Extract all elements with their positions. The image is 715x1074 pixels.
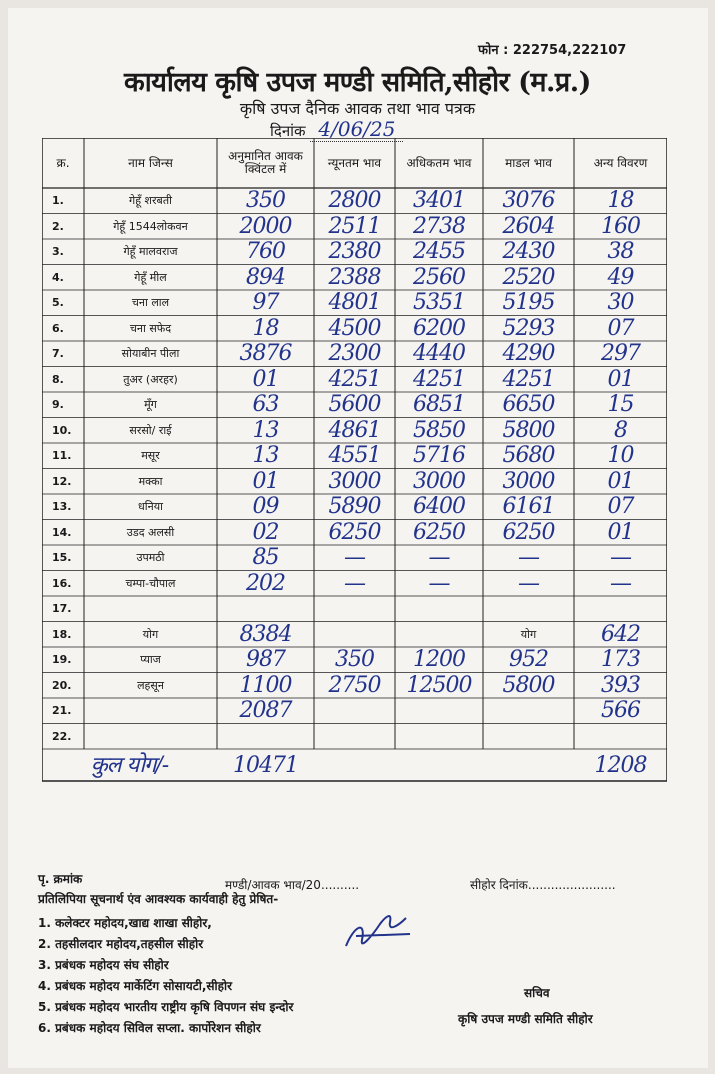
table-cell-model: 5800 xyxy=(502,672,555,698)
table-cell-other: 38 xyxy=(607,239,634,265)
table-cell-min: — xyxy=(344,545,365,571)
report-subtitle: कृषि उपज दैनिक आवक तथा भाव पत्रक xyxy=(239,99,476,118)
table-cell-name: उडद अलसी xyxy=(126,525,175,539)
table-cell-model: योग xyxy=(520,627,537,641)
table-cell-min: 6250 xyxy=(328,519,381,545)
table-cell-min: 350 xyxy=(335,647,374,673)
table-cell-sn: 15. xyxy=(52,551,72,565)
table-cell-qty: 13 xyxy=(252,443,279,469)
table-cell-model xyxy=(483,724,574,750)
table-cell-name: मक्का xyxy=(138,474,163,488)
table-cell-qty: 350 xyxy=(246,188,285,214)
committee-name: कृषि उपज मण्डी समिति सीहोर xyxy=(458,1012,593,1026)
table-cell-qty: 63 xyxy=(252,392,279,418)
table-cell-min: 2300 xyxy=(328,341,381,367)
table-cell-model: 3076 xyxy=(502,188,555,214)
table-cell-other: 173 xyxy=(601,647,640,673)
recipient-item: 5. प्रबंधक महोदय भारतीय राष्ट्रीय कृषि विपणन संघ इन्दोर xyxy=(38,1000,294,1014)
table-cell-min: 2750 xyxy=(328,672,381,698)
table-cell-max: 6851 xyxy=(413,392,465,418)
table-cell-max: 5351 xyxy=(413,290,465,316)
column-header: माडल भाव xyxy=(505,155,552,170)
table-cell-sn: 13. xyxy=(52,500,72,514)
table-cell-sn: 20. xyxy=(52,678,72,692)
table-cell-other: 15 xyxy=(607,392,634,418)
rates-table xyxy=(42,138,667,868)
table-cell-min xyxy=(314,622,395,648)
table-cell-sn: 1. xyxy=(52,194,64,208)
table-cell-model: 4290 xyxy=(502,341,555,367)
recipient-item: 3. प्रबंधक महोदय संघ सीहोर xyxy=(38,958,169,972)
table-cell-min: 2388 xyxy=(328,264,381,290)
table-cell-name xyxy=(84,698,217,724)
table-cell-sn: 21. xyxy=(52,704,72,718)
table-cell-max: 6250 xyxy=(413,519,465,545)
table-cell-max xyxy=(395,724,483,750)
table-cell-min: 4801 xyxy=(328,290,381,316)
column-header: नाम जिन्स xyxy=(128,155,173,170)
table-cell-max: 1200 xyxy=(413,647,465,673)
total-other: 1208 xyxy=(594,752,647,778)
table-cell-max: 2560 xyxy=(413,264,465,290)
table-cell-model: — xyxy=(518,570,539,596)
table-cell-other: 30 xyxy=(607,290,634,316)
table-cell-name: गेहूँ मालवराज xyxy=(123,245,178,259)
table-cell-other: 01 xyxy=(607,468,634,494)
table-cell-qty: 8384 xyxy=(239,621,292,647)
table-cell-sn: 14. xyxy=(52,525,72,539)
column-header: अन्य विवरण xyxy=(593,155,648,170)
recipient-item: 2. तहसीलदार महोदय,तहसील सीहोर xyxy=(38,937,204,951)
table-cell-max xyxy=(395,622,483,648)
table-cell-sn: 4. xyxy=(52,270,64,284)
table-cell-other: 160 xyxy=(601,213,640,239)
table-cell-name: प्याज xyxy=(140,653,161,667)
table-cell-max: 6400 xyxy=(413,494,465,520)
table-cell-min: 4551 xyxy=(328,443,381,469)
table-cell-other: 07 xyxy=(607,494,634,520)
table-cell-name: सोयाबीन पीला xyxy=(121,347,180,361)
date-value: 4/06/25 xyxy=(310,117,403,142)
table-cell-max: — xyxy=(428,570,450,596)
table-cell-model: 5680 xyxy=(502,443,555,469)
table-cell-sn: 19. xyxy=(52,653,72,667)
table-cell-min: 4500 xyxy=(328,315,381,341)
table-cell-name: गेहूँ शरबती xyxy=(129,194,172,208)
table-cell-sn: 5. xyxy=(52,296,64,310)
table-cell-other xyxy=(574,596,667,622)
column-header: न्यूनतम भाव xyxy=(327,155,382,170)
table-cell-sn: 10. xyxy=(52,423,72,437)
table-cell-other: 49 xyxy=(607,264,634,290)
table-cell-max xyxy=(395,596,483,622)
phone-number: फोन : 222754,222107 xyxy=(478,43,627,58)
table-cell-max xyxy=(395,698,483,724)
table-cell-name: चना सफेद xyxy=(129,321,172,335)
table-cell-name: गेहूँ 1544लोकवन xyxy=(113,219,188,233)
table-cell-other: 01 xyxy=(607,519,634,545)
table-cell-min: 5890 xyxy=(328,494,381,520)
sehore-date: सीहोर दिनांक....................... xyxy=(470,878,616,892)
table-cell-qty xyxy=(217,596,314,622)
recipient-item: 4. प्रबंधक महोदय मार्केटिंग सोसायटी,सीहोर xyxy=(38,979,233,993)
table-cell-min: 4861 xyxy=(328,417,381,443)
column-header: अधिकतम भाव xyxy=(406,155,472,170)
table-cell-name: मसूर xyxy=(141,449,160,463)
table-cell-qty: 760 xyxy=(246,239,285,265)
table-cell-name: योग xyxy=(142,627,159,641)
table-cell-min xyxy=(314,724,395,750)
table-cell-max: — xyxy=(428,545,450,571)
table-cell-model: 2604 xyxy=(502,213,555,239)
table-cell-other: 642 xyxy=(601,621,640,647)
recipient-item: 1. कलेक्टर महोदय,खाद्य शाखा सीहोर, xyxy=(38,916,212,930)
table-cell-model: 5195 xyxy=(502,290,555,316)
table-cell-max: 5716 xyxy=(413,443,465,469)
table-cell-max: 3401 xyxy=(413,188,465,214)
table-cell-qty: 1100 xyxy=(239,672,292,698)
table-cell-sn: 17. xyxy=(52,602,72,616)
table-cell-model: 6161 xyxy=(502,494,555,520)
ref-number: पृ. क्रमांक xyxy=(38,872,83,886)
table-cell-qty: 97 xyxy=(252,290,279,316)
table-cell-min: 5600 xyxy=(328,392,381,418)
table-cell-max: 2738 xyxy=(413,213,465,239)
table-cell-model: 2430 xyxy=(502,239,555,265)
total-qty: 10471 xyxy=(233,752,298,778)
table-cell-min: 2380 xyxy=(328,239,381,265)
date-label: दिनांक xyxy=(270,122,306,140)
table-cell-other: 8 xyxy=(614,417,627,443)
table-cell-other: 566 xyxy=(601,698,640,724)
table-cell-min: 2800 xyxy=(328,188,381,214)
table-cell-model: 6650 xyxy=(502,392,555,418)
table-cell-qty: 894 xyxy=(246,264,285,290)
table-cell-qty: 202 xyxy=(246,570,285,596)
table-cell-other: 07 xyxy=(607,315,634,341)
table-cell-qty: 85 xyxy=(252,545,279,571)
table-cell-min: 4251 xyxy=(328,366,381,392)
signature-mark xyxy=(340,906,420,956)
table-cell-min: — xyxy=(344,570,365,596)
table-cell-name: मूँग xyxy=(144,398,157,412)
column-header: अनुमानित आवक क्विंटल में xyxy=(228,149,303,176)
table-cell-other: 393 xyxy=(601,672,640,698)
table-cell-qty: 987 xyxy=(246,647,285,673)
table-cell-sn: 2. xyxy=(52,219,64,233)
table-cell-qty: 02 xyxy=(252,519,279,545)
mandi-ref: मण्डी/आवक भाव/20.......... xyxy=(225,878,360,892)
table-cell-max: 4251 xyxy=(413,366,465,392)
table-cell-name: सरसो/ राई xyxy=(129,423,172,437)
table-cell-min: 3000 xyxy=(328,468,381,494)
table-cell-sn: 22. xyxy=(52,729,72,743)
table-cell-model: 6250 xyxy=(502,519,555,545)
table-cell-min xyxy=(314,698,395,724)
table-cell-model: 2520 xyxy=(502,264,555,290)
table-cell-sn: 3. xyxy=(52,245,64,259)
table-cell-max: 2455 xyxy=(413,239,465,265)
table-cell-name: लहसून xyxy=(137,678,164,692)
table-cell-name: तुअर (अरहर) xyxy=(123,372,178,386)
table-cell-name: उपमठी xyxy=(136,551,165,565)
table-cell-other: — xyxy=(610,570,631,596)
table-cell-other: 297 xyxy=(601,341,640,367)
table-cell-sn: 8. xyxy=(52,372,64,386)
table-cell-sn: 16. xyxy=(52,576,72,590)
table-cell-model: 5800 xyxy=(502,417,555,443)
table-cell-qty: 3876 xyxy=(239,341,292,367)
table-cell-name xyxy=(84,724,217,750)
table-cell-name: चम्पा-चौपाल xyxy=(125,576,176,590)
table-cell-model: 3000 xyxy=(502,468,555,494)
table-cell-qty: 01 xyxy=(252,366,279,392)
table-cell-other: 10 xyxy=(607,443,634,469)
column-header: क्र. xyxy=(56,155,70,170)
copy-note: प्रतिलिपिया सूचनार्थ एंव आवश्यक कार्यवाही हेतु प्रेषित- xyxy=(38,892,279,906)
total-label: कुल योग/- xyxy=(90,752,169,778)
secretary-label: सचिव xyxy=(524,986,550,1000)
table-cell-sn: 11. xyxy=(52,449,72,463)
table-cell-sn: 9. xyxy=(52,398,64,412)
table-cell-other: — xyxy=(610,545,631,571)
table-cell-other: 18 xyxy=(607,188,634,214)
table-cell-name: धनिया xyxy=(138,500,163,514)
table-cell-min xyxy=(314,596,395,622)
table-cell-other xyxy=(574,724,667,750)
table-cell-qty: 09 xyxy=(252,494,279,520)
table-cell-sn: 12. xyxy=(52,474,72,488)
table-cell-max: 12500 xyxy=(406,672,472,698)
table-cell-max: 5850 xyxy=(413,417,465,443)
table-cell-max: 6200 xyxy=(413,315,465,341)
table-cell-model: 5293 xyxy=(502,315,555,341)
table-cell-name: गेहूँ मील xyxy=(134,270,167,284)
table-cell-sn: 18. xyxy=(52,627,72,641)
table-cell-sn: 7. xyxy=(52,347,64,361)
table-cell-max: 4440 xyxy=(413,341,465,367)
table-cell-qty xyxy=(217,724,314,750)
table-cell-qty: 2087 xyxy=(239,698,292,724)
table-cell-qty: 18 xyxy=(252,315,279,341)
table-cell-sn: 6. xyxy=(52,321,64,335)
table-cell-min: 2511 xyxy=(328,213,381,239)
table-cell-name xyxy=(84,596,217,622)
table-cell-model: — xyxy=(518,545,539,571)
recipient-item: 6. प्रबंधक महोदय सिविल सप्ला. कार्पोरेशन सीहोर xyxy=(38,1021,261,1035)
table-cell-max: 3000 xyxy=(413,468,465,494)
table-cell-name: चना लाल xyxy=(131,296,170,310)
table-cell-model: 4251 xyxy=(502,366,555,392)
table-cell-qty: 2000 xyxy=(239,213,292,239)
office-title: कार्यालय कृषि उपज मण्डी समिति,सीहोर (म.प्र.) xyxy=(124,67,591,98)
table-cell-qty: 13 xyxy=(252,417,279,443)
table-cell-model xyxy=(483,698,574,724)
table-cell-model: 952 xyxy=(509,647,548,673)
table-cell-other: 01 xyxy=(607,366,634,392)
table-cell-qty: 01 xyxy=(252,468,279,494)
table-cell-model xyxy=(483,596,574,622)
